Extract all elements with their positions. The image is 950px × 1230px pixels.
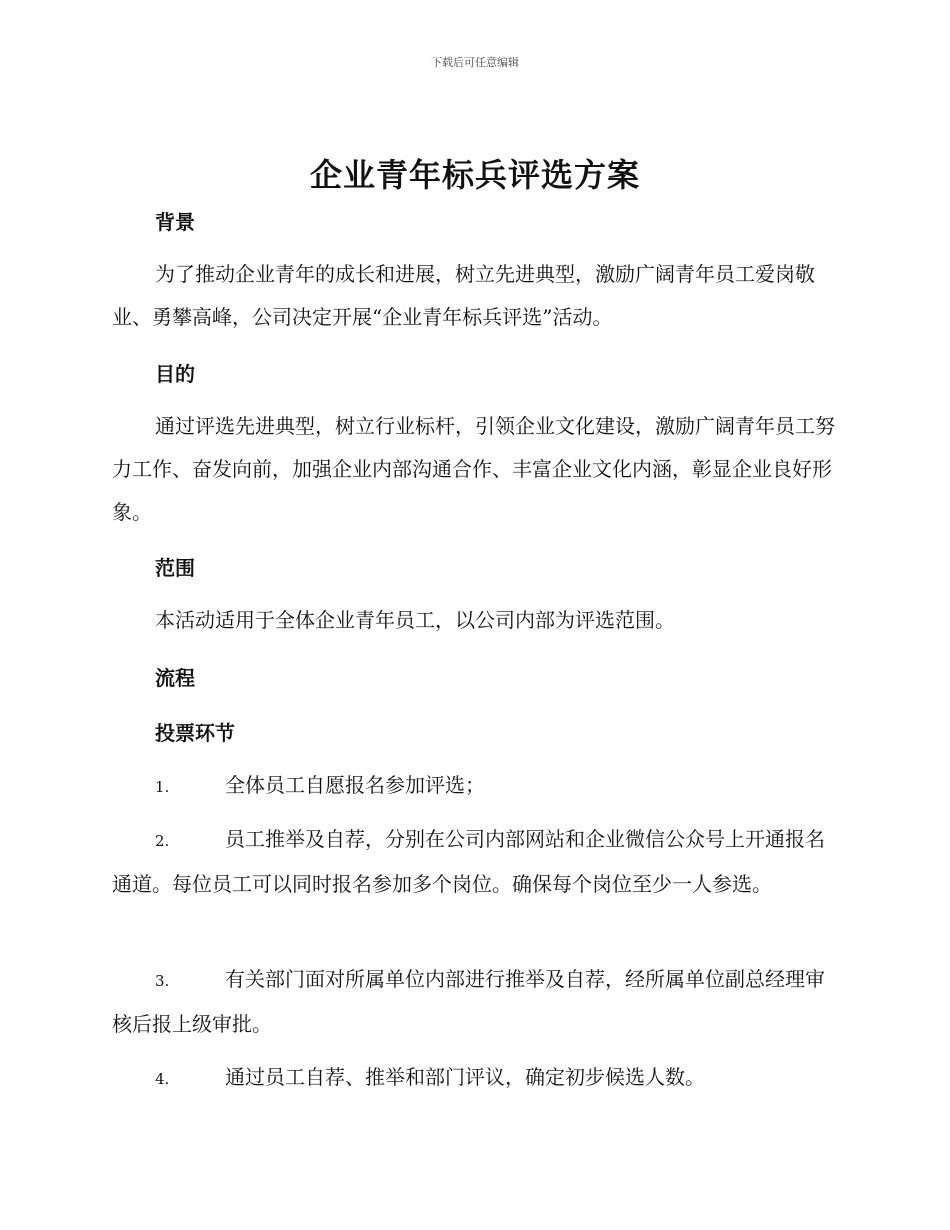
paragraph-scope: 本活动适用于全体企业青年员工，以公司内部为评选范围。 bbox=[155, 608, 675, 632]
list-item bbox=[112, 764, 837, 809]
list-text: 员工推举及自荐，分别在公司内部网站和企业微信公众号上开通报名通道。每位员工可以同时报名参加多个岗位。确保每个岗位至少一人参选。 bbox=[112, 827, 825, 896]
paragraph-purpose: 通过评选先进典型，树立行业标杆，引领企业文化建设，激励广阔青年员工努力工作、奋发向前，加强企业内部沟通合作、丰富企业文化内涵，彰显企业良好形象。 bbox=[112, 414, 835, 524]
heading-purpose: 目的 bbox=[155, 362, 195, 386]
list-text: 有关部门面对所属单位内部进行推举及自荐，经所属单位副总经理审核后报上级审批。 bbox=[112, 967, 825, 1036]
list-item bbox=[112, 1056, 837, 1101]
list-item bbox=[112, 818, 837, 906]
list-number: 1. bbox=[155, 778, 170, 796]
heading-scope: 范围 bbox=[155, 556, 195, 580]
heading-background: 背景 bbox=[155, 210, 195, 234]
header-note: 下载后可任意编辑 bbox=[431, 56, 519, 69]
document-title: 企业青年标兵评选方案 bbox=[309, 156, 640, 194]
subheading-voting: 投票环节 bbox=[155, 721, 235, 745]
list-text: 全体员工自愿报名参加评选； bbox=[225, 773, 485, 797]
paragraph-background: 为了推动企业青年的成长和进展，树立先进典型，激励广阔青年员工爱岗敬业、勇攀高峰，公司决定开展“企业青年标兵评选”活动。 bbox=[112, 262, 815, 329]
list-text: 通过员工自荐、推举和部门评议，确定初步候选人数。 bbox=[225, 1065, 705, 1089]
heading-process: 流程 bbox=[155, 666, 195, 690]
list-number: 3. bbox=[155, 972, 170, 990]
list-number: 4. bbox=[155, 1070, 170, 1088]
list-number: 2. bbox=[155, 832, 170, 850]
list-item bbox=[112, 958, 837, 1046]
